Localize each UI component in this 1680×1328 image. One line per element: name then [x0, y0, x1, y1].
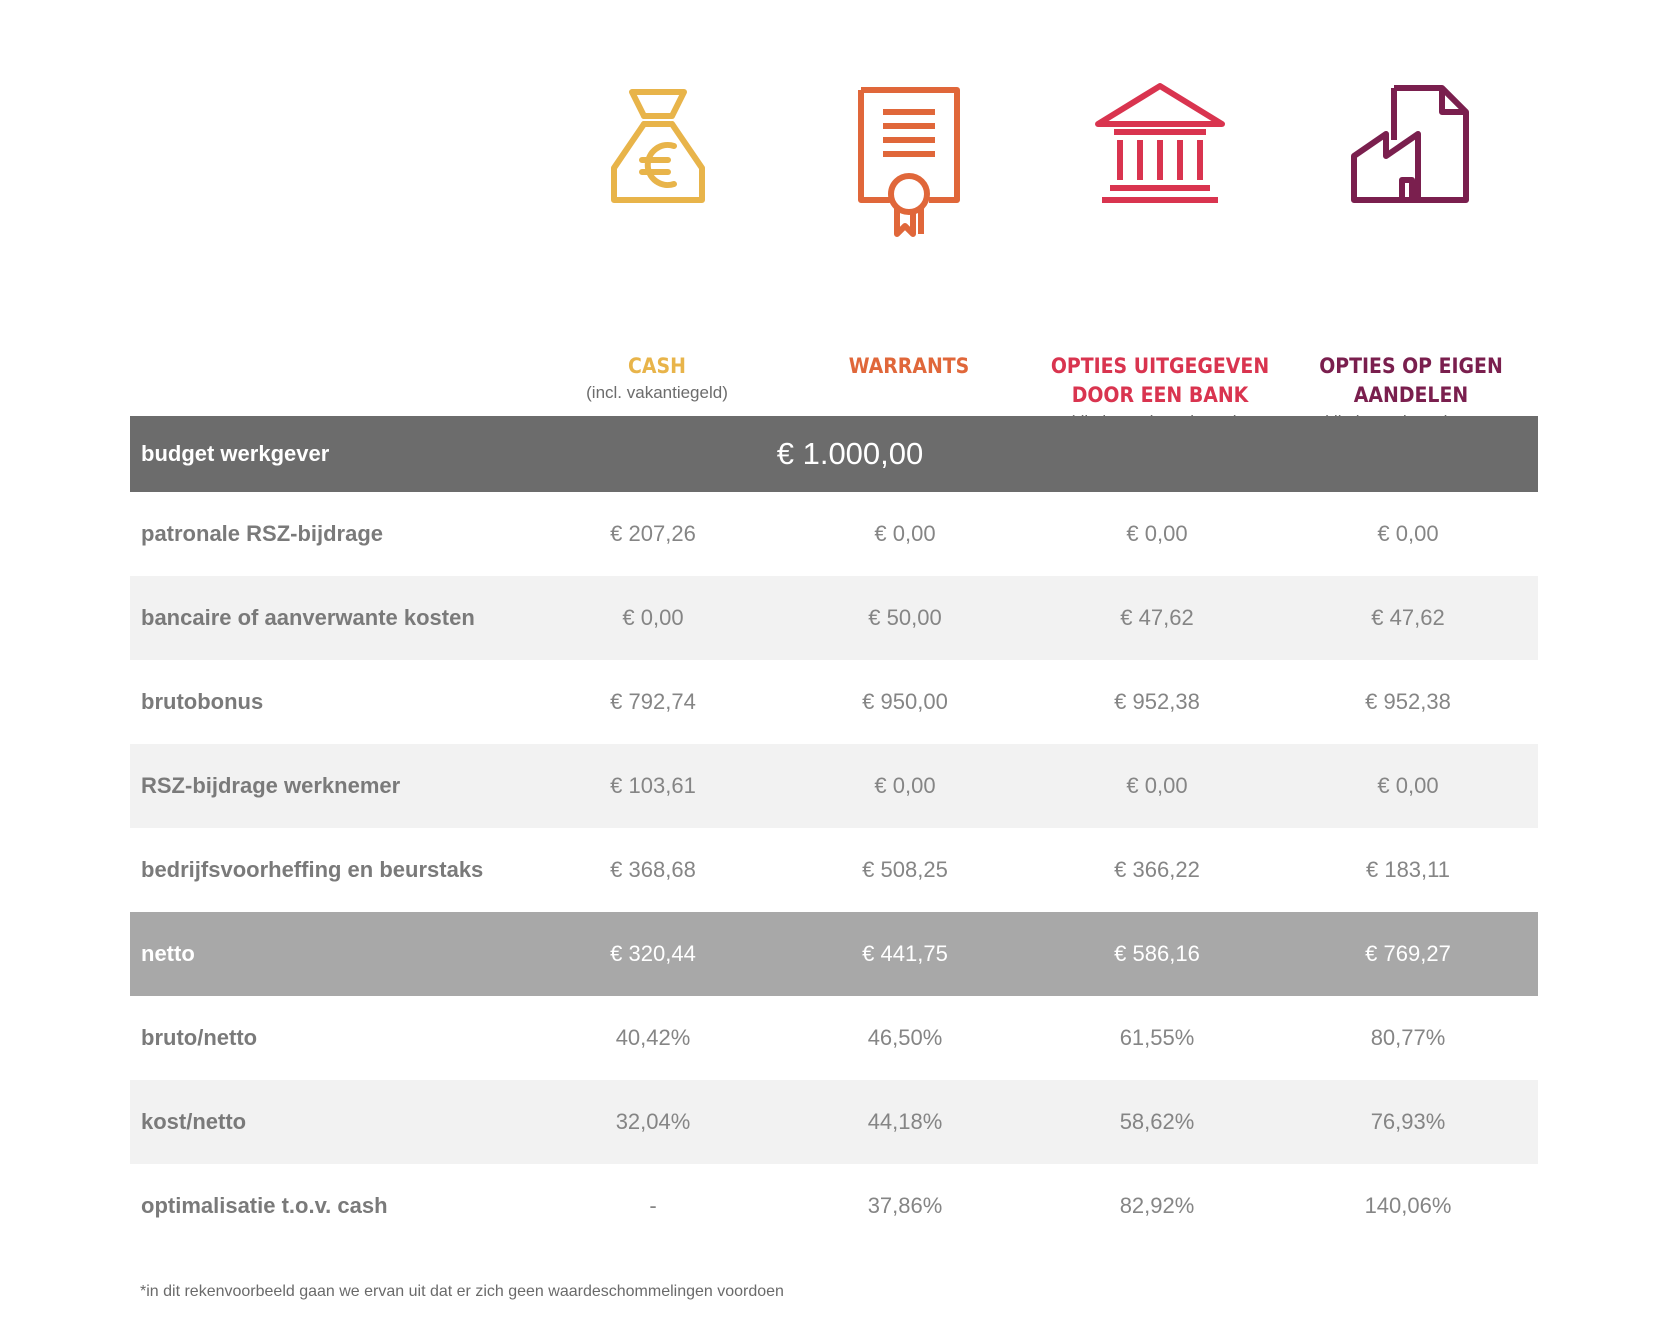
row-value: -: [649, 1193, 657, 1218]
column-header-own-shares: [1286, 80, 1536, 458]
row-value: € 366,22: [1114, 857, 1200, 882]
table-row: [130, 744, 1538, 828]
footnote: *in dit rekenvoorbeeld gaan we ervan uit dat er zich geen waardeschommelingen voordoen: [140, 1283, 784, 1300]
table-row: [130, 660, 1538, 744]
row-value: 82,92%: [1119, 1193, 1195, 1218]
row-value: € 508,25: [862, 857, 948, 882]
row-value: € 0,00: [874, 521, 936, 546]
table-row: [130, 1080, 1538, 1164]
table-row: [130, 492, 1538, 576]
row-value: € 441,75: [862, 941, 948, 966]
certificate-icon: [849, 80, 969, 240]
table-row: [130, 828, 1538, 912]
money-bag-euro-icon: [602, 80, 712, 210]
row-label: kost/netto: [141, 1109, 247, 1134]
table-row: [130, 912, 1538, 996]
row-value: 46,50%: [867, 1025, 943, 1050]
row-value: € 0,00: [622, 605, 684, 630]
row-label: bruto/netto: [141, 1025, 258, 1050]
comparison-table: [130, 416, 1538, 1248]
row-value: € 952,38: [1114, 689, 1200, 714]
row-value: € 368,68: [610, 857, 696, 882]
row-label: RSZ-bijdrage werknemer: [141, 773, 401, 798]
budget-row: [130, 416, 1538, 492]
budget-value: € 1.000,00: [776, 436, 924, 471]
row-value: 61,55%: [1119, 1025, 1195, 1050]
row-value: € 183,11: [1365, 857, 1450, 882]
row-value: € 0,00: [1126, 521, 1188, 546]
row-label: optimalisatie t.o.v. cash: [141, 1193, 388, 1218]
bank-icon: [1090, 80, 1230, 210]
row-value: € 0,00: [874, 773, 936, 798]
table-row: [130, 1164, 1538, 1248]
row-value: 40,42%: [615, 1025, 691, 1050]
row-value: € 586,16: [1114, 941, 1200, 966]
row-label: bancaire of aanverwante kosten: [141, 605, 475, 630]
row-value: € 50,00: [868, 605, 942, 630]
row-value: € 792,74: [610, 689, 696, 714]
row-label: netto: [141, 941, 195, 966]
column-header-warrants: [784, 80, 1034, 381]
row-value: € 47,62: [1120, 605, 1194, 630]
table-row: [130, 996, 1538, 1080]
column-header-cash: [532, 80, 782, 405]
row-value: 140,06%: [1364, 1193, 1452, 1218]
row-label: bedrijfsvoorheffing en beurstaks: [141, 857, 484, 882]
row-value: € 0,00: [1377, 773, 1439, 798]
column-header-bank-options: [1035, 80, 1285, 458]
column-title-own-shares: OPTIES OP EIGEN AANDELEN: [1319, 354, 1503, 407]
column-title-bank-options: OPTIES UITGEGEVEN DOOR EEN BANK: [1050, 354, 1270, 407]
column-title-warrants: WARRANTS: [848, 354, 970, 378]
row-value: 32,04%: [615, 1109, 691, 1134]
factory-document-icon: [1346, 80, 1476, 210]
row-value: 80,77%: [1370, 1025, 1446, 1050]
row-value: 58,62%: [1119, 1109, 1195, 1134]
row-value: € 0,00: [1377, 521, 1439, 546]
column-title-cash: CASH: [628, 354, 686, 378]
row-value: € 952,38: [1365, 689, 1451, 714]
row-value: € 0,00: [1126, 773, 1188, 798]
budget-label: budget werkgever: [141, 441, 330, 466]
row-value: € 47,62: [1371, 605, 1445, 630]
row-value: € 769,27: [1365, 941, 1451, 966]
column-subtitle-cash: (incl. vakantiegeld): [586, 383, 728, 402]
row-value: € 207,26: [610, 521, 696, 546]
row-value: 76,93%: [1370, 1109, 1446, 1134]
table-row: [130, 576, 1538, 660]
row-value: € 320,44: [610, 941, 696, 966]
row-value: 37,86%: [867, 1193, 943, 1218]
row-value: € 950,00: [862, 689, 948, 714]
row-label: brutobonus: [141, 689, 264, 714]
row-label: patronale RSZ-bijdrage: [141, 521, 384, 546]
row-value: € 103,61: [610, 773, 696, 798]
row-value: 44,18%: [867, 1109, 943, 1134]
